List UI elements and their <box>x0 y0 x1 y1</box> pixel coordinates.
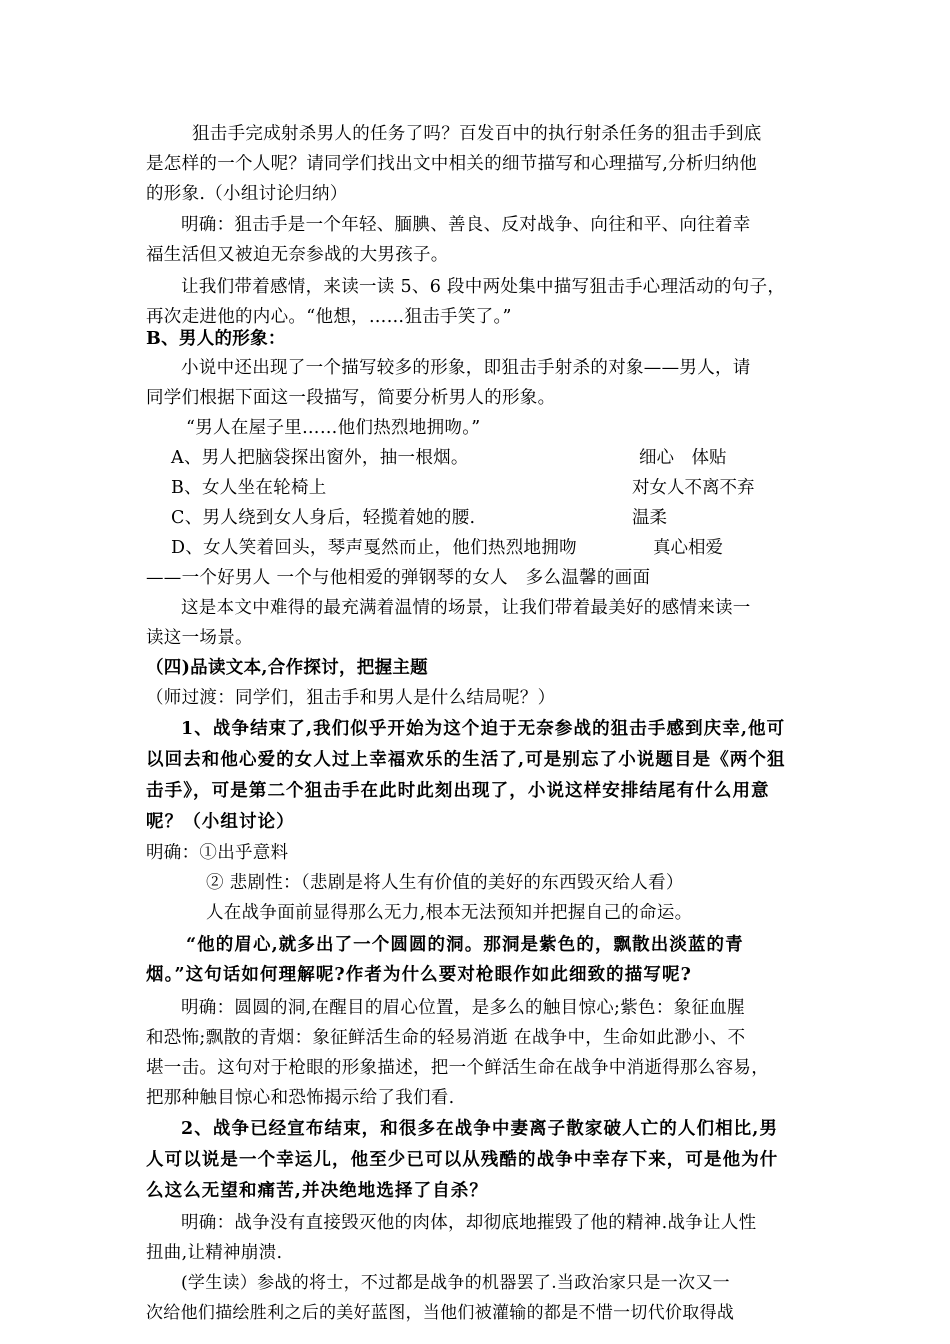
text-line: 同学们根据下面这一段描写，简要分析男人的形象。 <box>146 388 556 408</box>
list-item-note: 对女人不离不弃 <box>632 478 755 498</box>
list-item: A、男人把脑袋探出窗外，抽一根烟。 <box>171 448 469 468</box>
answer-line: 明确：①出乎意料 <box>146 843 289 863</box>
list-item-note: 细心 体贴 <box>639 448 727 468</box>
text-line: 是怎样的一个人呢？请同学们找出文中相关的细节描写和心理描写,分析归纳他 <box>146 154 758 174</box>
answer-line: 扭曲,让精神崩溃. <box>146 1243 283 1263</box>
question-1: 击手》，可是第二个狙击手在此时此刻出现了，小说这样安排结尾有什么用意 <box>146 781 770 801</box>
answer-line: 明确：圆圆的洞,在醒目的眉心位置，是多么的触目惊心;紫色：象征血腥 <box>181 998 745 1018</box>
question-1: 1、战争结束了,我们似乎开始为这个迫于无奈参战的狙击手感到庆幸,他可 <box>181 719 786 739</box>
text-line: 读这一场景。 <box>146 628 253 648</box>
question-1: 呢？（小组讨论） <box>146 812 295 832</box>
section-heading-b: B、男人的形象： <box>146 329 286 349</box>
question-2: 么这么无望和痛苦,并决绝地选择了自杀？ <box>146 1181 488 1201</box>
text-line: 福生活但又被迫无奈参战的大男孩子。 <box>146 245 449 265</box>
reading-line: 次给他们描绘胜利之后的美好蓝图，当他们被灌输的都是不惜一切代价取得战 <box>146 1303 735 1323</box>
answer-line: ② 悲剧性：（悲剧是将人生有价值的美好的东西毁灭给人看） <box>206 873 684 893</box>
answer-line: 明确：战争没有直接毁灭他的肉体，却彻底地摧毁了他的精神.战争让人性 <box>181 1213 757 1233</box>
answer-line: 和恐怖;飘散的青烟：象征鲜活生命的轻易消逝 在战争中，生命如此渺小、不 <box>146 1028 746 1048</box>
answer-line: 堪一击。这句对于枪眼的形象描述，把一个鲜活生命在战争中消逝得那么容易， <box>146 1058 769 1078</box>
text-line: 让我们带着感情，来读一读 5、6 段中两处集中描写狙击手心理活动的句子， <box>181 277 786 297</box>
transition-line: （师过渡：同学们，狙击手和男人是什么结局呢？） <box>146 688 556 708</box>
text-line: 这是本文中难得的最充满着温情的场景，让我们带着最美好的感情来读一 <box>181 598 751 618</box>
section-heading-4: （四)品读文本,合作探讨，把握主题 <box>146 658 428 678</box>
question-2: 2、战争已经宣布结束，和很多在战争中妻离子散家破人亡的人们相比,男 <box>181 1119 779 1139</box>
text-line: 明确：狙击手是一个年轻、腼腆、善良、反对战争、向往和平、向往着幸 <box>181 215 751 235</box>
text-line: 再次走进他的内心。“他想，……狙击手笑了。” <box>146 307 512 327</box>
question-2: 人可以说是一个幸运儿，他至少已可以从残酷的战争中幸存下来，可是他为什 <box>146 1150 779 1170</box>
text-line: 狙击手完成射杀男人的任务了吗？百发百中的执行射杀任务的狙击手到底 <box>192 124 762 144</box>
answer-line: 人在战争面前显得那么无力,根本无法预知并把握自己的命运。 <box>206 903 693 923</box>
summary-line: ——一个好男人 一个与他相爱的弹钢琴的女人 多么温馨的画面 <box>146 568 651 588</box>
question-quote: 烟。”这句话如何理解呢?作者为什么要对枪眼作如此细致的描写呢? <box>146 965 692 985</box>
question-quote: “他的眉心,就多出了一个圆圆的洞。那洞是紫色的，飘散出淡蓝的青 <box>186 935 744 955</box>
list-item-note: 真心相爱 <box>653 538 723 558</box>
reading-line: (学生读）参战的将士，不过都是战争的机器罢了.当政治家只是一次又一 <box>181 1273 730 1293</box>
list-item: B、女人坐在轮椅上 <box>171 478 327 498</box>
list-item-note: 温柔 <box>632 508 667 528</box>
list-item: D、女人笑着回头，琴声戛然而止，他们热烈地拥吻 <box>171 538 577 558</box>
quote-line: “男人在屋子里……他们热烈地拥吻。” <box>186 418 481 438</box>
answer-line: 把那种触目惊心和恐怖揭示给了我们看. <box>146 1088 455 1108</box>
text-line: 的形象.（小组讨论归纳） <box>146 184 348 204</box>
text-line: 小说中还出现了一个描写较多的形象，即狙击手射杀的对象——男人，请 <box>181 358 751 378</box>
list-item: C、男人绕到女人身后，轻揽着她的腰. <box>171 508 476 528</box>
question-1: 以回去和他心爱的女人过上幸福欢乐的生活了,可是别忘了小说题目是《两个狙 <box>146 750 786 770</box>
